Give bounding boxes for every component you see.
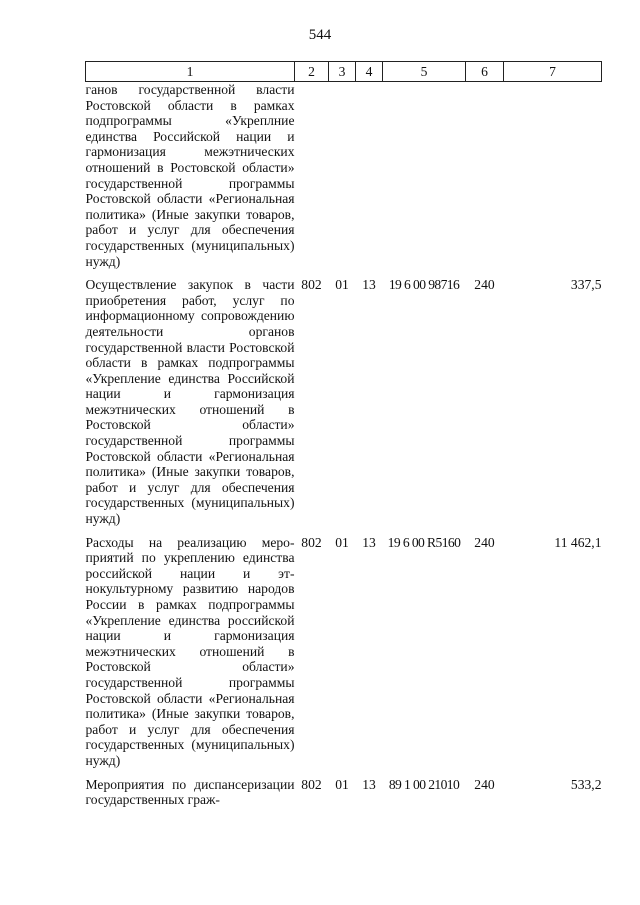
row-expense-type: 240 <box>474 534 495 550</box>
table-row <box>86 277 602 535</box>
column-header-6: 6 <box>466 62 504 82</box>
row-subsection-code: 13 <box>362 776 376 792</box>
table-row <box>86 777 602 816</box>
row-description: Расходы на реализацию мероприятий по укреплению единства российской нации и этнокультурному развитию народов России в рамках подпрограммы «Укрепление единства российской нации и гармонизация межэтнических отношений в Ростовской области» государственной программы Ростовской области «Региональная политика» (Иные закупки товаров, работ и услуг для обеспечения государственных (муниципальных) нужд) <box>85 534 295 768</box>
row-section-code: 01 <box>335 776 349 792</box>
row-description: Осуществление закупок в части приобретения работ, услуг по информационному сопровождению деятельности органов государственной власти Ростовской области в рамках подпрограммы «Укрепление единства Российской нации и гармонизация межэтнических отношений в Ростовской области» государственной программы Ростовской области «Региональная политика» (Иные закупки товаров, работ и услуг для обеспечения государственных (муниципальных) нужд) <box>85 277 295 527</box>
page-number: 544 <box>308 27 332 43</box>
row-section-code <box>329 82 356 278</box>
column-header-3: 3 <box>329 62 356 82</box>
row-expense-type: 240 <box>474 776 495 792</box>
row-ministry-code: 802 <box>301 534 322 550</box>
row-expense-type: 240 <box>474 277 495 293</box>
row-subsection-code <box>356 82 383 278</box>
row-amount: 337,5 <box>570 277 602 293</box>
column-header-4: 4 <box>356 62 383 82</box>
row-ministry-code: 802 <box>301 776 322 792</box>
column-header-1: 1 <box>86 62 295 82</box>
row-section-code: 01 <box>335 277 349 293</box>
column-header-7: 7 <box>504 62 602 82</box>
row-target-article: 19 6 00 98716 <box>388 277 460 293</box>
row-amount: 11 462,1 <box>554 534 602 550</box>
row-amount <box>504 82 602 278</box>
row-amount: 533,2 <box>570 776 602 792</box>
column-header-2: 2 <box>295 62 329 82</box>
table-row <box>86 535 602 777</box>
row-target-article <box>383 82 466 278</box>
row-ministry-code: 802 <box>301 277 322 293</box>
table-header-row <box>86 62 602 82</box>
row-target-article: 89 1 00 21010 <box>388 776 460 792</box>
row-description: ганов государственной власти Ростовской области в рамках подпрограммы «Укреплние единства Российской нации и гармонизация межэтнических отношений в Ростовской области» государственной программы Ростовской области «Региональная политика» (Иные закупки товаров, работ и услуг для обеспечения государственных (муниципальных) нужд) <box>85 82 295 269</box>
row-description: Мероприятия по диспансеризации государственных граж- <box>85 776 295 808</box>
table-row <box>86 82 602 278</box>
row-subsection-code: 13 <box>362 277 376 293</box>
row-expense-type <box>466 82 504 278</box>
row-section-code: 01 <box>335 534 349 550</box>
budget-table <box>85 61 602 816</box>
row-target-article: 19 6 00 R5160 <box>387 534 461 550</box>
row-ministry-code <box>295 82 329 278</box>
row-subsection-code: 13 <box>362 534 376 550</box>
column-header-5: 5 <box>383 62 466 82</box>
